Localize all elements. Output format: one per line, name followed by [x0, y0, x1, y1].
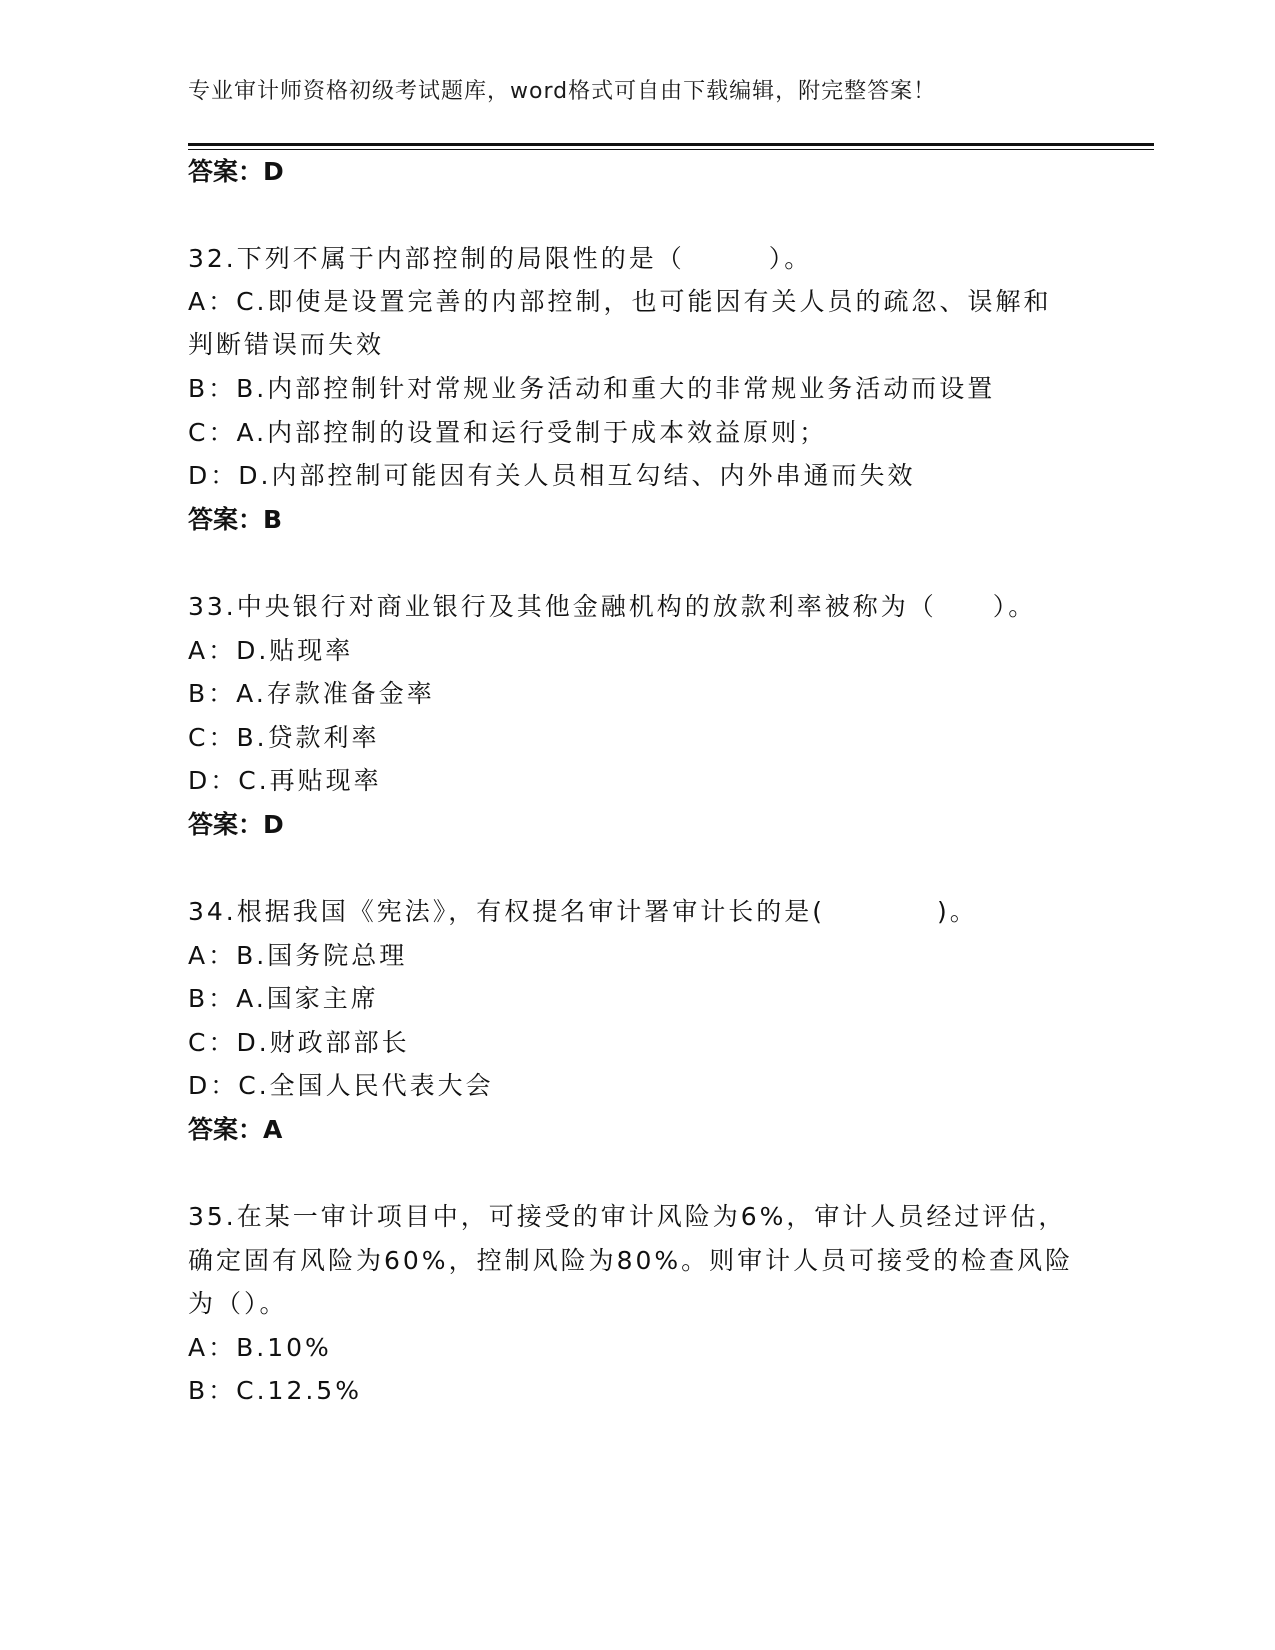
- option-a: A：D.贴现率: [188, 636, 354, 665]
- option-d: D：D.内部控制可能因有关人员相互勾结、内外串通而失效: [188, 461, 916, 490]
- option-b: B：B.内部控制针对常规业务活动和重大的非常规业务活动而设置: [188, 374, 996, 403]
- option-a: A：B.国务院总理: [188, 941, 408, 970]
- question-stem: 34.根据我国《宪法》，有权提名审计署审计长的是( )。: [188, 897, 978, 926]
- answer-line: 答案：D: [188, 157, 284, 186]
- question-stem-continued: 确定固有风险为60%，控制风险为80%。则审计人员可接受的检查风险: [188, 1246, 1074, 1275]
- option-a: A：B.10%: [188, 1333, 332, 1362]
- option-b: B：A.国家主席: [188, 984, 379, 1013]
- question-stem-continued: 为（）。: [188, 1289, 288, 1318]
- option-b: B：C.12.5%: [188, 1376, 362, 1405]
- option-d: D：C.全国人民代表大会: [188, 1071, 494, 1100]
- option-c: C：D.财政部部长: [188, 1028, 410, 1057]
- option-a: A：C.即使是设置完善的内部控制，也可能因有关人员的疏忽、误解和: [188, 287, 1052, 316]
- option-c: C：B.贷款利率: [188, 723, 380, 752]
- header-rule-thick: [188, 143, 1154, 146]
- answer-line: 答案：A: [188, 1115, 283, 1144]
- question-stem: 32.下列不属于内部控制的局限性的是（ ）。: [188, 244, 813, 273]
- answer-line: 答案：B: [188, 505, 283, 534]
- page-header: 专业审计师资格初级考试题库，word格式可自由下载编辑，附完整答案！: [188, 79, 937, 104]
- option-b: B：A.存款准备金率: [188, 679, 435, 708]
- question-stem: 33.中央银行对商业银行及其他金融机构的放款利率被称为（ ）。: [188, 592, 1037, 621]
- header-rule-thin: [188, 149, 1154, 150]
- question-stem: 35.在某一审计项目中，可接受的审计风险为6%，审计人员经过评估，: [188, 1202, 1067, 1231]
- option-d: D：C.再贴现率: [188, 766, 382, 795]
- option-a-continued: 判断错误而失效: [188, 330, 385, 359]
- option-c: C：A.内部控制的设置和运行受制于成本效益原则；: [188, 418, 828, 447]
- answer-line: 答案：D: [188, 810, 284, 839]
